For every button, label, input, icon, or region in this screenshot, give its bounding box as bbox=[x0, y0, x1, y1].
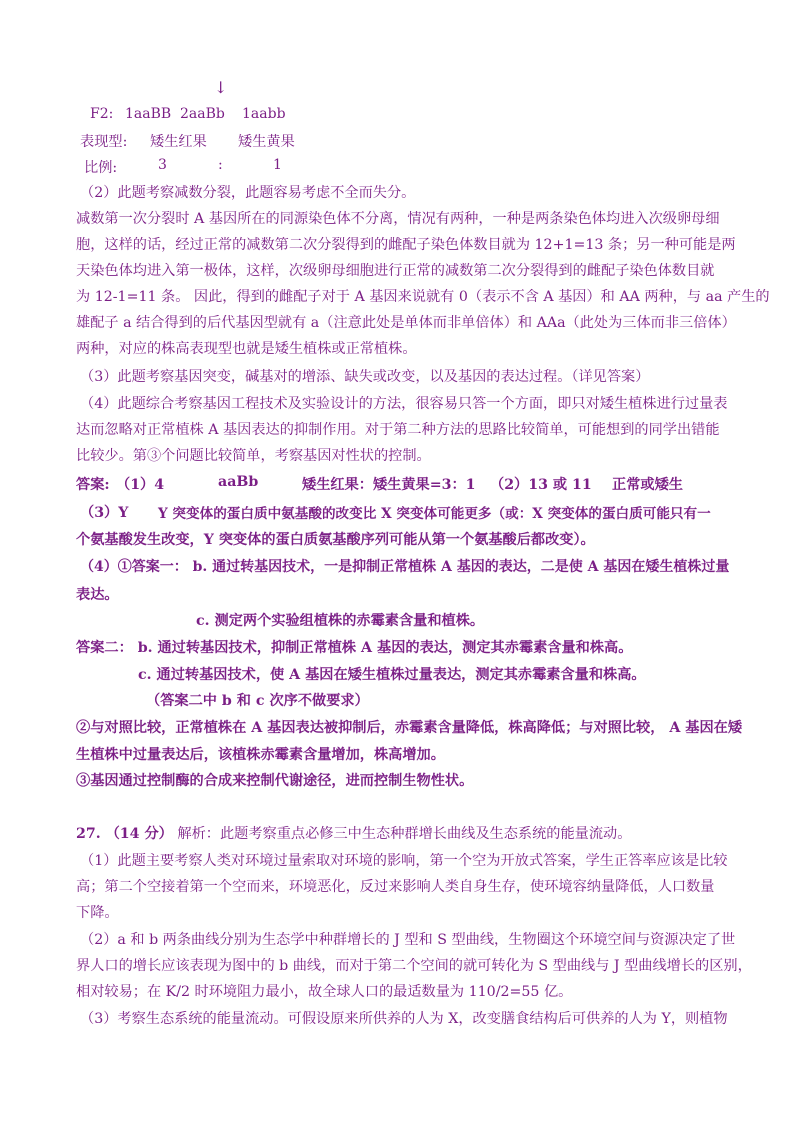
paragraph-line: 下降。 bbox=[76, 905, 119, 921]
answer-line: 表达。 bbox=[76, 587, 119, 603]
paragraph-line: （3）考察生态系统的能量流动。可假设原来所供养的人为 X，改变膳食结构后可供养的人为 Y，则植物 bbox=[80, 1011, 728, 1027]
answer-line: （4）①答案一： b. 通过转基因技术，一是抑制正常植株 A 基因的表达，二是使 A 基因在矮生植株过量 bbox=[80, 559, 730, 575]
question-27-heading bbox=[76, 824, 631, 844]
genotype-1: 1aaBB bbox=[125, 106, 172, 122]
answer-3: （3）Y bbox=[80, 505, 129, 521]
phenotype-1: 矮生红果 bbox=[150, 134, 207, 150]
answer-line: 个氨基酸发生改变，Y 突变体的蛋白质氨基酸序列可能从第一个氨基酸后都改变）。 bbox=[76, 532, 595, 548]
answer-line: c. 通过转基因技术，使 A 基因在矮生植株过量表达，测定其赤霉素含量和株高。 bbox=[138, 667, 646, 683]
answer-1: （1）4 bbox=[116, 477, 165, 493]
paragraph-line: （3）此题考察基因突变，碱基对的增添、缺失或改变，以及基因的表达过程。（详见答案） bbox=[80, 369, 650, 385]
paragraph-line: 减数第一次分裂时 A 基因所在的同源染色体不分离，情况有两种，一种是两条染色体均进入次级卵母细 bbox=[76, 211, 720, 227]
paragraph-line: 雄配子 a 结合得到的后代基因型就有 a（注意此处是单体而非单倍体）和 AAa（此处为三体而非三倍体） bbox=[76, 315, 736, 331]
paragraph-line: （4）此题综合考察基因工程技术及实验设计的方法，很容易只答一个方面，即只对矮生植株进行过量表 bbox=[80, 396, 728, 412]
paragraph-line: 胞，这样的话，经过正常的减数第二次分裂得到的雌配子染色体数目就为 12+1=13 条；另一种可能是两 bbox=[76, 237, 736, 253]
answer-phenotype: 正常或矮生 bbox=[612, 477, 683, 493]
paragraph-line: （2）a 和 b 两条曲线分别为生态学中种群增长的 J 型和 S 型曲线，生物圈这个环境空间与资源决定了世 bbox=[80, 932, 736, 948]
answer-line: ②与对照比较，正常植株在 A 基因表达被抑制后，赤霉素含量降低，株高降低；与对照比较， A 基因在矮 bbox=[76, 720, 743, 736]
paragraph-line: 比较少。第③个问题比较简单，考察基因对性状的控制。 bbox=[76, 448, 431, 464]
paragraph-line: 两种，对应的株高表现型也就是矮生植株或正常植株。 bbox=[76, 341, 417, 357]
paragraph-line: （1）此题主要考察人类对环境过量索取对环境的影响，第一个空为开放式答案，学生正答率应该是比较 bbox=[80, 853, 728, 869]
question-27-number: 27. （14 分） bbox=[76, 826, 173, 842]
answer-line: 生植株中过量表达后，该植株赤霉素含量增加，株高增加。 bbox=[76, 747, 445, 763]
genotype-3: 1aabb bbox=[242, 106, 286, 122]
f2-label: F2: bbox=[90, 106, 114, 122]
phenotype-2: 矮生黄果 bbox=[238, 134, 295, 150]
phenotype-label: 表现型: bbox=[80, 134, 128, 150]
answer-line: ③基因通过控制酶的合成来控制代谢途径，进而控制生物性状。 bbox=[76, 773, 474, 789]
answer-line: Y 突变体的蛋白质中氨基酸的改变比 X 突变体可能更多（或：X 突变体的蛋白质可能只有一 bbox=[158, 506, 711, 522]
answer-line: 答案二： b. 通过转基因技术，抑制正常植株 A 基因的表达，测定其赤霉素含量和株高。 bbox=[76, 640, 633, 656]
ratio-colon: : bbox=[218, 157, 223, 173]
paragraph-line: 界人口的增长应该表现为图中的 b 曲线，而对于第二个空间的就可转化为 S 型曲线与 J 型曲线增长的区别， bbox=[76, 958, 752, 974]
question-27-intro: 解析：此题考察重点必修三中生态种群增长曲线及生态系统的能量流动。 bbox=[172, 826, 632, 842]
answer-line: c. 测定两个实验组植株的赤霉素含量和植株。 bbox=[196, 613, 485, 629]
answer-2: （2）13 或 11 bbox=[490, 477, 592, 493]
paragraph-line: （2）此题考察减数分裂，此题容易考虑不全而失分。 bbox=[80, 185, 416, 201]
paragraph-line: 达而忽略对正常植株 A 基因表达的抑制作用。对于第二种方法的思路比较简单，可能想到的同学出错能 bbox=[76, 422, 720, 438]
paragraph-line: 高；第二个空接着第一个空而来，环境恶化，反过来影响人类自身生存，使环境容纳量降低，人口数量 bbox=[76, 879, 715, 895]
ratio-label: 比例: bbox=[84, 160, 118, 176]
answer-ratio: 矮生红果：矮生黄果=3：1 bbox=[302, 477, 476, 493]
answer-label: 答案: bbox=[76, 477, 110, 493]
answer-genotype: aaBb bbox=[218, 474, 259, 490]
paragraph-line: 为 12-1=11 条。 因此，得到的雌配子对于 A 基因来说就有 0（表示不含 A 基因）和 AA 两种，与 aa 产生的 bbox=[76, 289, 770, 305]
paragraph-line: 相对较易；在 K/2 时环境阻力最小，故全球人口的最适数量为 110/2=55 亿。 bbox=[76, 984, 573, 1000]
ratio-value-1: 3 bbox=[158, 157, 167, 173]
arrow-down-icon: ↓ bbox=[214, 78, 228, 97]
answer-note: （答案二中 b 和 c 次序不做要求） bbox=[146, 693, 369, 709]
genotype-2: 2aaBb bbox=[180, 106, 225, 122]
ratio-value-2: 1 bbox=[273, 157, 282, 173]
paragraph-line: 天染色体均进入第一极体，这样，次级卵母细胞进行正常的减数第二次分裂得到的雌配子染色体数目就 bbox=[76, 263, 715, 279]
